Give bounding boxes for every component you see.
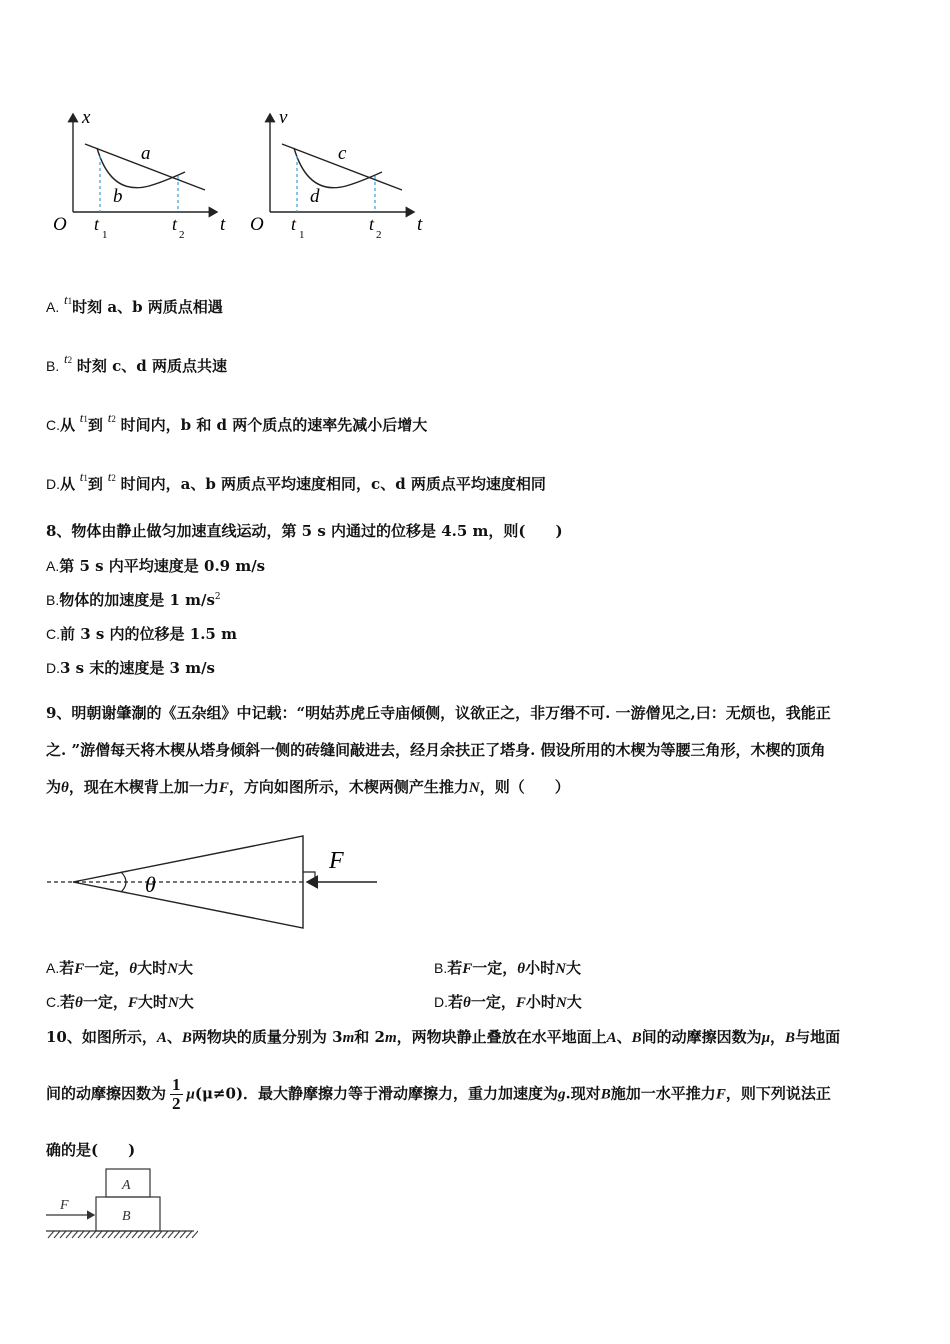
q7-option-b[interactable]: B. t2 时刻 c、d 两质点共速 — [46, 351, 227, 375]
q8-option-a[interactable]: A.第 5 s 内平均速度是 0.9 m/s — [46, 557, 266, 575]
v-t-graph — [250, 107, 423, 241]
svg-text:2: 2 — [376, 229, 382, 241]
q9-option-c[interactable]: C.若θ一定，F大时N大 — [46, 993, 194, 1011]
curve-d-label: d — [310, 186, 320, 207]
svg-text:2: 2 — [179, 229, 185, 241]
line-a-label: a — [141, 143, 151, 164]
one-half-fraction: $\frac{1}{2}$ — [172, 1075, 181, 1113]
q7-option-d[interactable]: D.从 t1到 t2 时间内，a、b 两质点平均速度相同，c、d 两质点平均速度相同 — [46, 469, 546, 493]
svg-text:F: F — [60, 1198, 69, 1213]
svg-text:1: 1 — [299, 229, 305, 241]
t-axis-label: t — [220, 214, 226, 235]
origin-label: O — [53, 214, 67, 235]
blocks-figure — [44, 1165, 198, 1245]
q8-option-c[interactable]: C.前 3 s 内的位移是 1.5 m — [46, 625, 237, 643]
q9-option-d[interactable]: D.若θ一定，F小时N大 — [434, 993, 582, 1011]
x-t-graph — [53, 107, 226, 241]
q10-stem-line3: 确的是( ) — [46, 1141, 136, 1159]
t1-label: t — [94, 214, 100, 234]
q8-option-d[interactable]: D.3 s 末的速度是 3 m/s — [46, 659, 216, 677]
t-axis-label: t — [417, 214, 423, 235]
q8-stem: 8、物体由静止做匀加速直线运动，第 5 s 内通过的位移是 4.5 m，则( ) — [46, 522, 563, 540]
x-axis-label: x — [82, 107, 91, 128]
svg-text:1: 1 — [102, 229, 108, 241]
svg-text:A: A — [122, 1178, 131, 1193]
t2-label: t — [369, 214, 375, 234]
q9-stem: 9、明朝谢肇淛的《五杂组》中记载：“明姑苏虎丘寺庙倾侧，议欲正之，非万缗不可. 一游僧见之,曰：无烦也，我能正 之. ”游僧每天将木楔从塔身倾斜一侧的砖缝间敲进去，经月余扶正了塔身. 假设所用的木楔为等腰三角形，木楔的顶角 为θ，现在木楔背上加一力F，方向如图所示，木楔两侧产生推力N，则（ ） — [46, 704, 831, 796]
q7-option-a[interactable]: A. t1时刻 a、b 两质点相遇 — [46, 292, 223, 316]
origin-label: O — [250, 214, 264, 235]
q9-option-a[interactable]: A.若F一定，θ大时N大 — [46, 959, 193, 977]
curve-b-label: b — [113, 186, 123, 207]
q8-option-b[interactable]: B.物体的加速度是 1 $m/s^2$ — [46, 591, 221, 609]
t1-label: t — [291, 214, 297, 234]
q7-option-c[interactable]: C.从 t1到 t2 时间内，b 和 d 两个质点的速率先减小后增大 — [46, 410, 428, 434]
t2-label: t — [172, 214, 178, 234]
v-axis-label: v — [279, 107, 288, 128]
q10-stem-line2: 间的动摩擦因数为 $\frac{1}{2}$ μ(μ≠0)．最大静摩擦力等于滑动摩擦力，重力加速度为g.现对B施加一水平推力F，则下列说法正 — [46, 1075, 831, 1113]
wedge-figure — [45, 828, 385, 938]
force-label: F — [329, 848, 344, 874]
q10-stem-line1: 10、如图所示，A、B两物块的质量分别为 3m和 2m，两物块静止叠放在水平地面上A、B间的动摩擦因数为μ，B与地面 — [46, 1028, 841, 1046]
svg-text:B: B — [122, 1209, 131, 1224]
theta-label: θ — [145, 872, 156, 897]
q9-option-b[interactable]: B.若F一定，θ小时N大 — [434, 959, 581, 977]
line-c-label: c — [338, 143, 347, 164]
motion-graphs-figure — [45, 100, 445, 250]
